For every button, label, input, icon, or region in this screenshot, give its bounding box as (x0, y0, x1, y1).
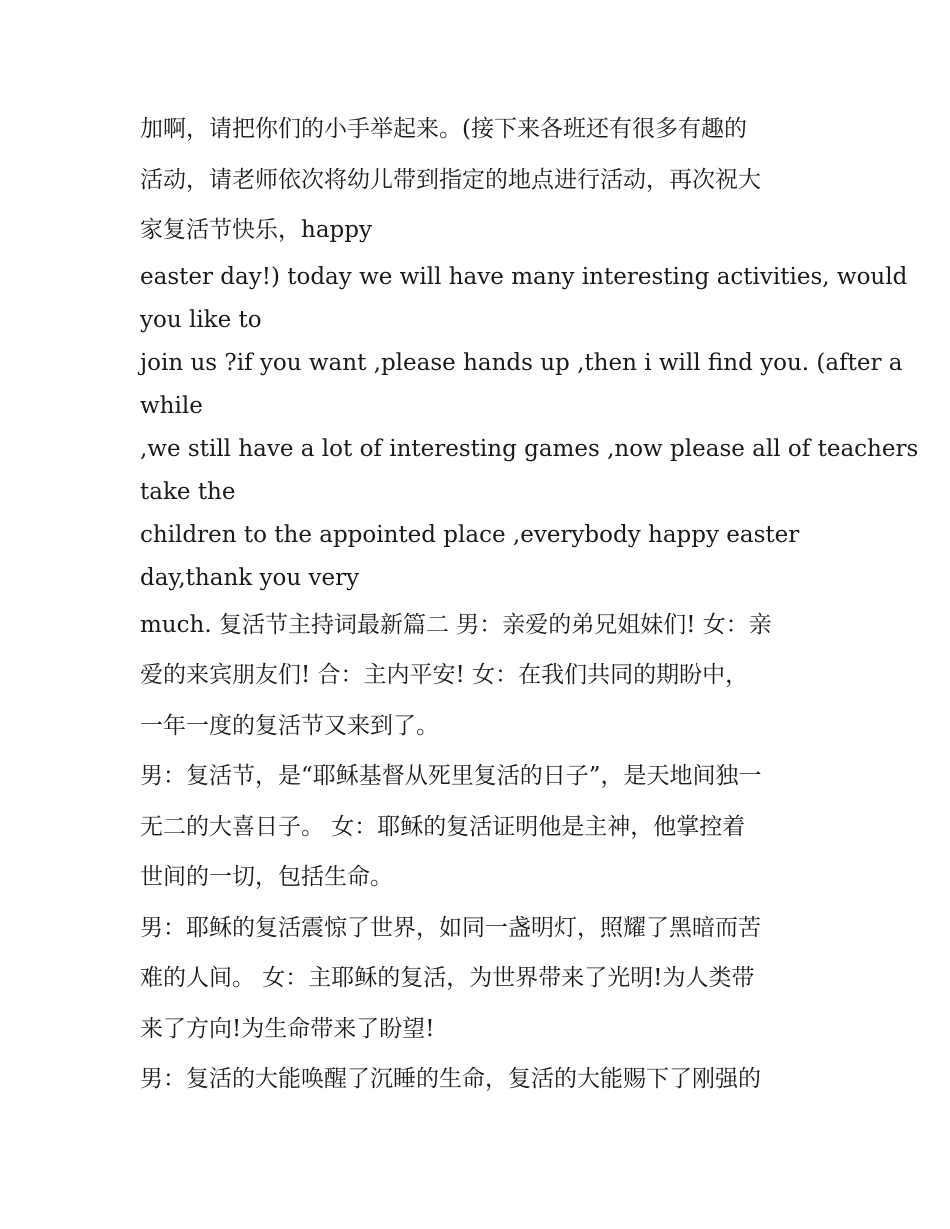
text-line: 男：耶稣的复活震惊了世界，如同一盏明灯，照耀了黑暗而苦 (140, 914, 761, 941)
text-line: 爱的来宾朋友们! 合：主内平安! 女：在我们共同的期盼中， (140, 662, 749, 688)
text-line: 加啊，请把你们的小手举起来。(接下来各班还有很多有趣的 (140, 116, 747, 142)
text-line: children to the appointed place ,everybody happy easter (140, 521, 800, 548)
text-line: 来了方向!为生命带来了盼望! (140, 1015, 435, 1042)
text-line: 世间的一切，包括生命。 (140, 864, 393, 890)
text-line: 男：复活节，是“耶稣基督从死里复活的日子”，是天地间独一 (140, 763, 762, 789)
text-line: 家复活节快乐，happy (140, 217, 372, 243)
text-line: 男：复活的大能唤醒了沉睡的生命，复活的大能赐下了刚强的 (140, 1066, 761, 1092)
text-line: take the (140, 478, 236, 505)
text-line: much. 复活节主持词最新篇二 男：亲爱的弟兄姐妹们! 女：亲 (140, 611, 772, 638)
text-line: you like to (140, 306, 262, 333)
text-line: ,we still have a lot of interesting games ,now please all of teachers (140, 435, 919, 462)
text-line: 活动，请老师依次将幼儿带到指定的地点进行活动，再次祝大 (140, 166, 761, 193)
text-line: join us ?if you want ,please hands up ,then i will find you. (after a (140, 349, 903, 376)
text-line: 无二的大喜日子。 女：耶稣的复活证明他是主神，他掌控着 (140, 813, 746, 840)
text-line: day,thank you very (140, 564, 360, 591)
text-line: 难的人间。 女：主耶稣的复活，为世界带来了光明!为人类带 (140, 965, 755, 991)
text-line: 一年一度的复活节又来到了。 (140, 712, 439, 739)
document-body (140, 104, 919, 1105)
text-line: easter day!) today we will have many interesting activities, would (140, 263, 908, 290)
text-line: while (140, 392, 203, 419)
